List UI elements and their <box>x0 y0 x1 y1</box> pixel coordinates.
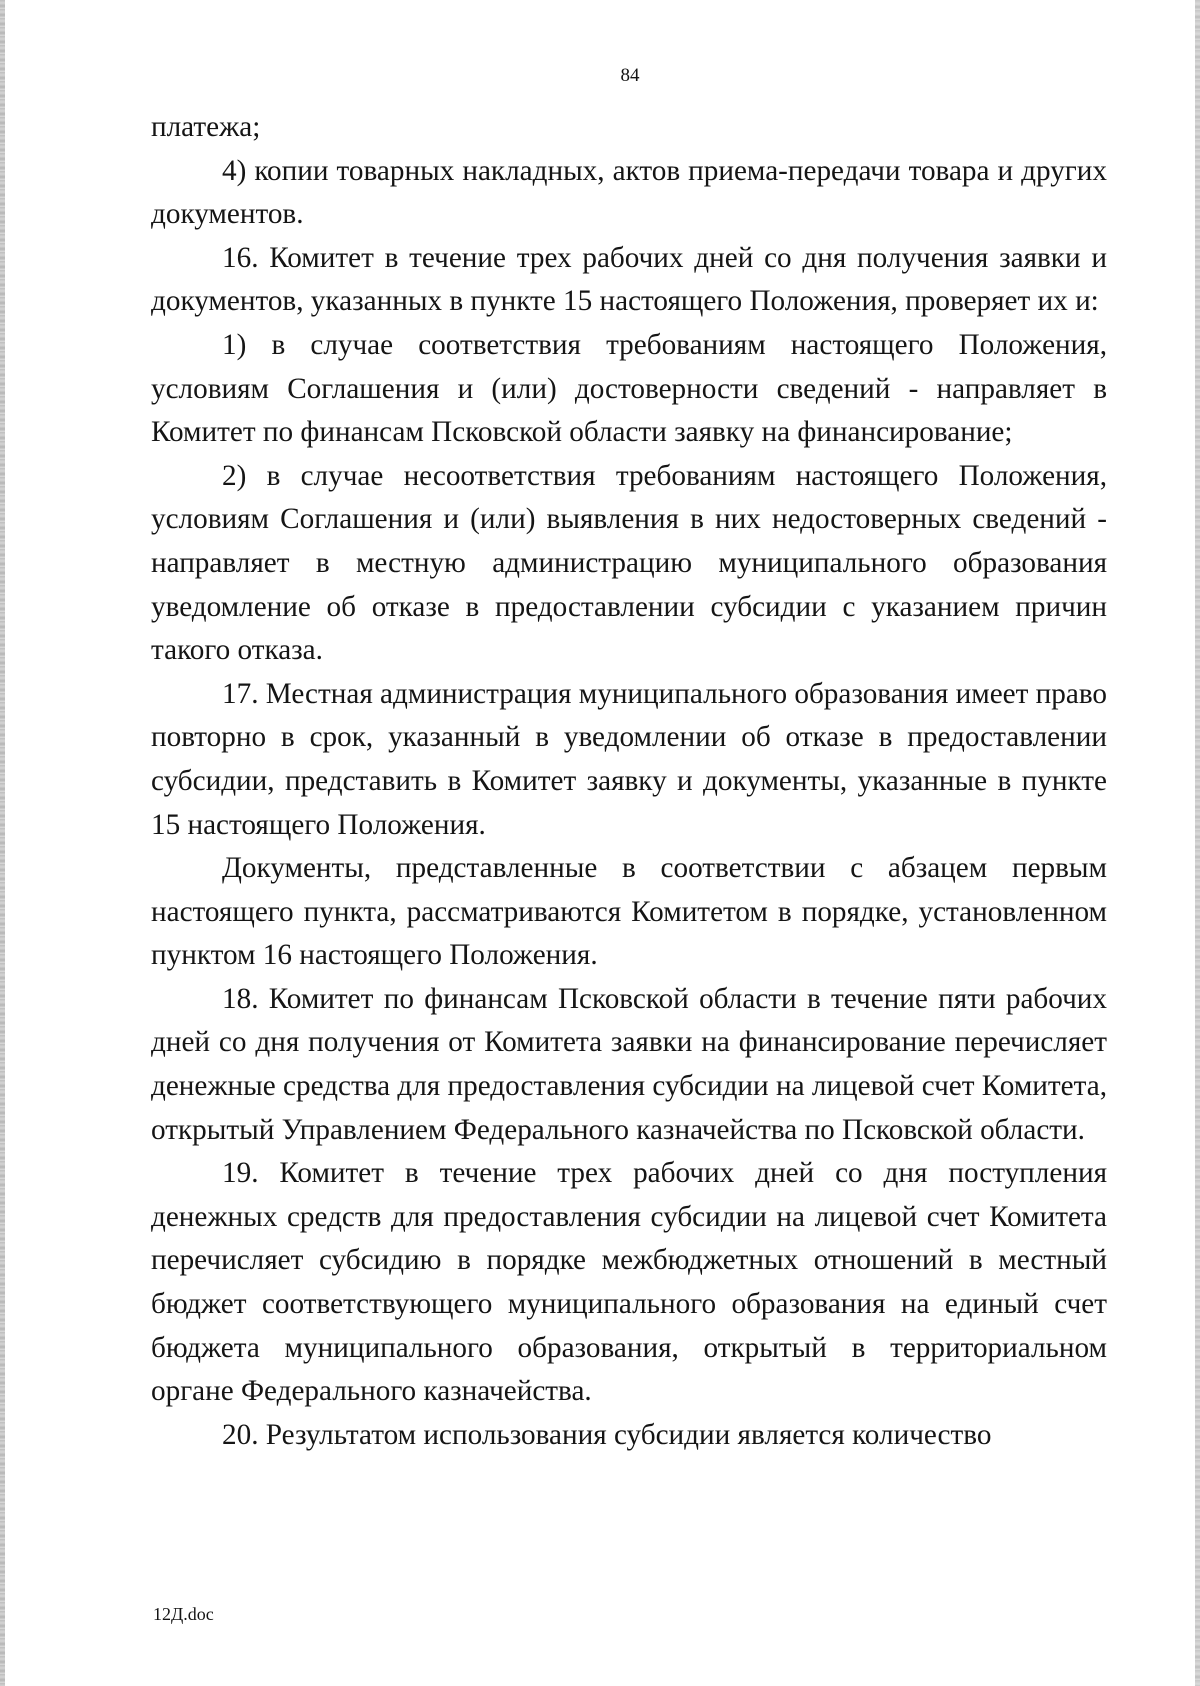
paragraph: 18. Комитет по финансам Псковской области в течение пяти рабочих дней со дня получения от Комитета заявки на финансирование перечисляет денежные средства для предоставления субсидии на лицевой счет Комитета, открытый Управлением Федерального казначейства по Псковской области. <box>151 982 1107 1146</box>
footer-filename: 12Д.doc <box>153 1604 214 1624</box>
paragraph: Документы, представленные в соответствии с абзацем первым настоящего пункта, рассматриваются Комитетом в порядке, установленном пунктом 16 настоящего Положения. <box>151 852 1107 972</box>
paragraph: 4) копии товарных накладных, актов приема-передачи товара и других документов. <box>151 154 1107 231</box>
document-body <box>151 106 1107 1457</box>
page-number: 84 <box>620 65 640 86</box>
paragraph: платежа; <box>151 111 261 143</box>
paragraph: 1) в случае соответствия требованиям настоящего Положения, условиям Соглашения и (или) достоверности сведений - направляет в Комитет по финансам Псковской области заявку на финансирование; <box>151 328 1107 449</box>
paragraph: 16. Комитет в течение трех рабочих дней со дня получения заявки и документов, указанных в пункте 15 настоящего Положения, проверяет их и: <box>151 241 1107 318</box>
scan-edge-left <box>0 0 5 1686</box>
scan-edge-right <box>1195 0 1200 1686</box>
paragraph: 20. Результатом использования субсидии является количество <box>222 1418 992 1451</box>
paragraph: 19. Комитет в течение трех рабочих дней со дня поступления денежных средств для предоставления субсидии на лицевой счет Комитета перечисляет субсидию в порядке межбюджетных отношений в местный бюджет соответствующего муниципального образования на единый счет бюджета муниципального образования, открытый в территориальном органе Федерального казначейства. <box>151 1157 1107 1408</box>
paragraph: 17. Местная администрация муниципального образования имеет право повторно в срок, указанный в уведомлении об отказе в предоставлении субсидии, представить в Комитет заявку и документы, указанные в пункте 15 настоящего Положения. <box>151 677 1108 841</box>
paragraph: 2) в случае несоответствия требованиям настоящего Положения, условиям Соглашения и (или) выявления в них недостоверных сведений - направляет в местную администрацию муниципального образования уведомление об отказе в предоставлении субсидии с указанием причин такого отказа. <box>151 459 1107 667</box>
